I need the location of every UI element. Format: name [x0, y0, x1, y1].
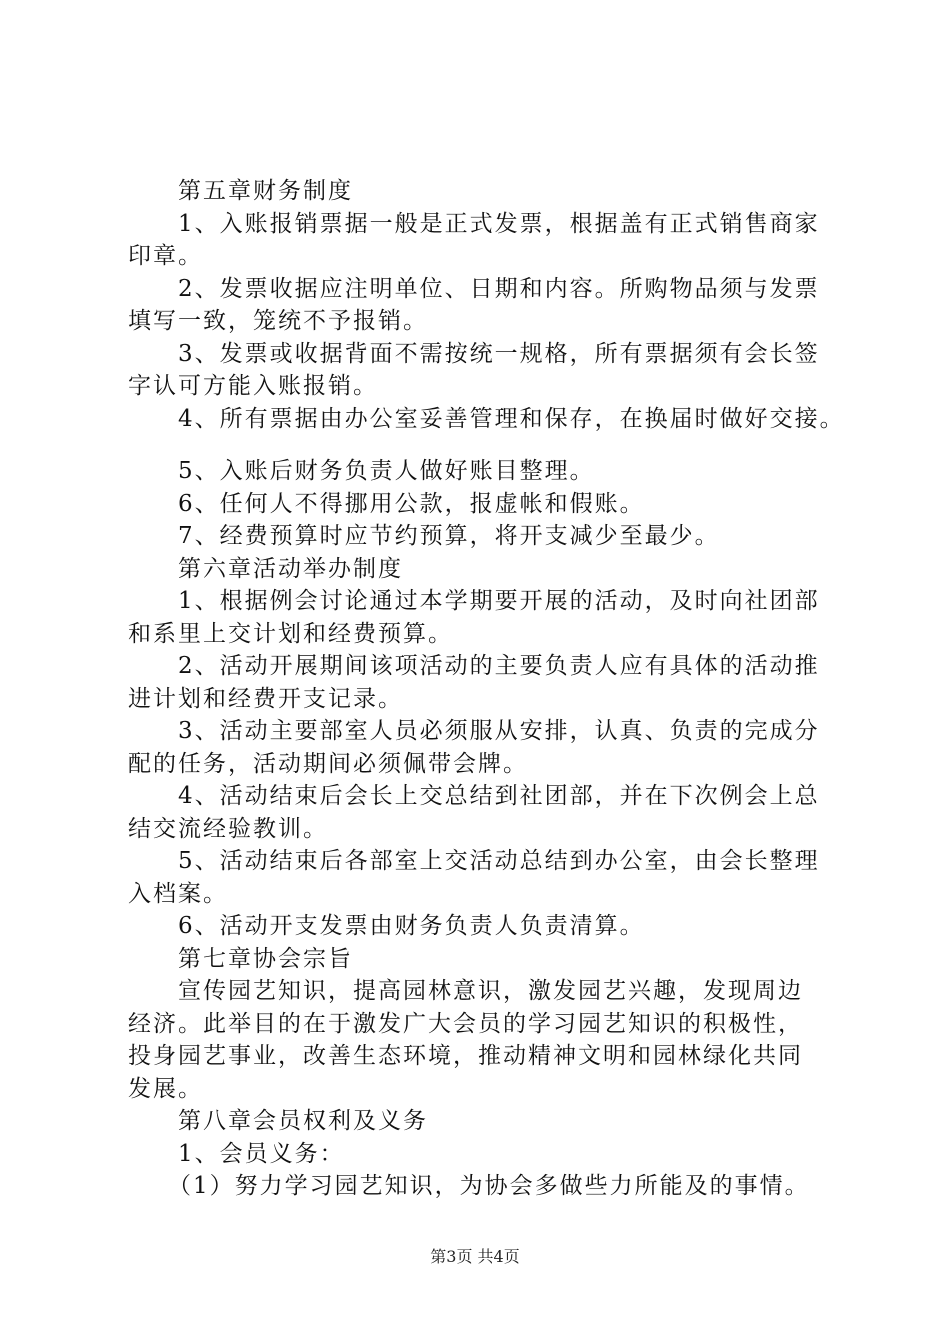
paragraph-line: 填写一致，笼统不予报销。 [128, 308, 428, 334]
paragraph-line: 发展。 [128, 1075, 203, 1102]
paragraph-line: 4、活动结束后会长上交总结到社团部，并在下次例会上总 [178, 783, 820, 809]
paragraph-line: 7、经费预算时应节约预算，将开支减少至最少。 [178, 523, 720, 549]
paragraph-line: 3、活动主要部室人员必须服从安排，认真、负责的完成分 [178, 718, 820, 744]
paragraph-line: 投身园艺事业，改善生态环境，推动精神文明和园林绿化共同 [128, 1043, 803, 1069]
paragraph-line: 结交流经验教训。 [128, 815, 328, 842]
paragraph-line: 经济。此举目的在于激发广大会员的学习园艺知识的积极性， [128, 1010, 803, 1037]
paragraph-line: 宣传园艺知识，提高园林意识，激发园艺兴趣，发现周边 [178, 978, 803, 1004]
paragraph-line: 5、入账后财务负责人做好账目整理。 [178, 458, 595, 484]
paragraph-line: 3、发票或收据背面不需按统一规格，所有票据须有会长签 [178, 340, 820, 367]
paragraph-line: 6、任何人不得挪用公款，报虚帐和假账。 [178, 490, 645, 517]
chapter-5-heading: 第五章财务制度 [178, 178, 353, 204]
paragraph-line: 进计划和经费开支记录。 [128, 685, 403, 712]
paragraph-line: 2、活动开展期间该项活动的主要负责人应有具体的活动推 [178, 653, 820, 679]
paragraph-line: 和系里上交计划和经费预算。 [128, 620, 453, 647]
paragraph-gap [128, 435, 848, 455]
paragraph-line: 5、活动结束后各部室上交活动总结到办公室，由会长整理 [178, 848, 820, 874]
paragraph-line: 配的任务，活动期间必须佩带会牌。 [128, 750, 528, 777]
paragraph-line: （1）努力学习园艺知识，为协会多做些力所能及的事情。 [168, 1173, 810, 1199]
paragraph-line: 4、所有票据由办公室妥善管理和保存，在换届时做好交接。 [178, 405, 845, 432]
chapter-6-heading: 第六章活动举办制度 [178, 555, 403, 582]
paragraph-line: 1、根据例会讨论通过本学期要开展的活动，及时向社团部 [178, 588, 820, 614]
chapter-7-heading: 第七章协会宗旨 [178, 945, 353, 972]
paragraph-line: 入档案。 [128, 880, 228, 907]
paragraph-line: 2、发票收据应注明单位、日期和内容。所购物品须与发票 [178, 275, 820, 302]
chapter-8-heading: 第八章会员权利及义务 [178, 1108, 428, 1134]
paragraph-line: 印章。 [128, 243, 203, 269]
document-body [128, 175, 848, 1203]
paragraph-line: 字认可方能入账报销。 [128, 373, 378, 399]
paragraph-line: 6、活动开支发票由财务负责人负责清算。 [178, 913, 645, 939]
page-footer: 第3页 共4页 [430, 1247, 520, 1266]
paragraph-line: 1、会员义务： [178, 1140, 345, 1167]
paragraph-line: 1、入账报销票据一般是正式发票，根据盖有正式销售商家 [178, 210, 820, 237]
